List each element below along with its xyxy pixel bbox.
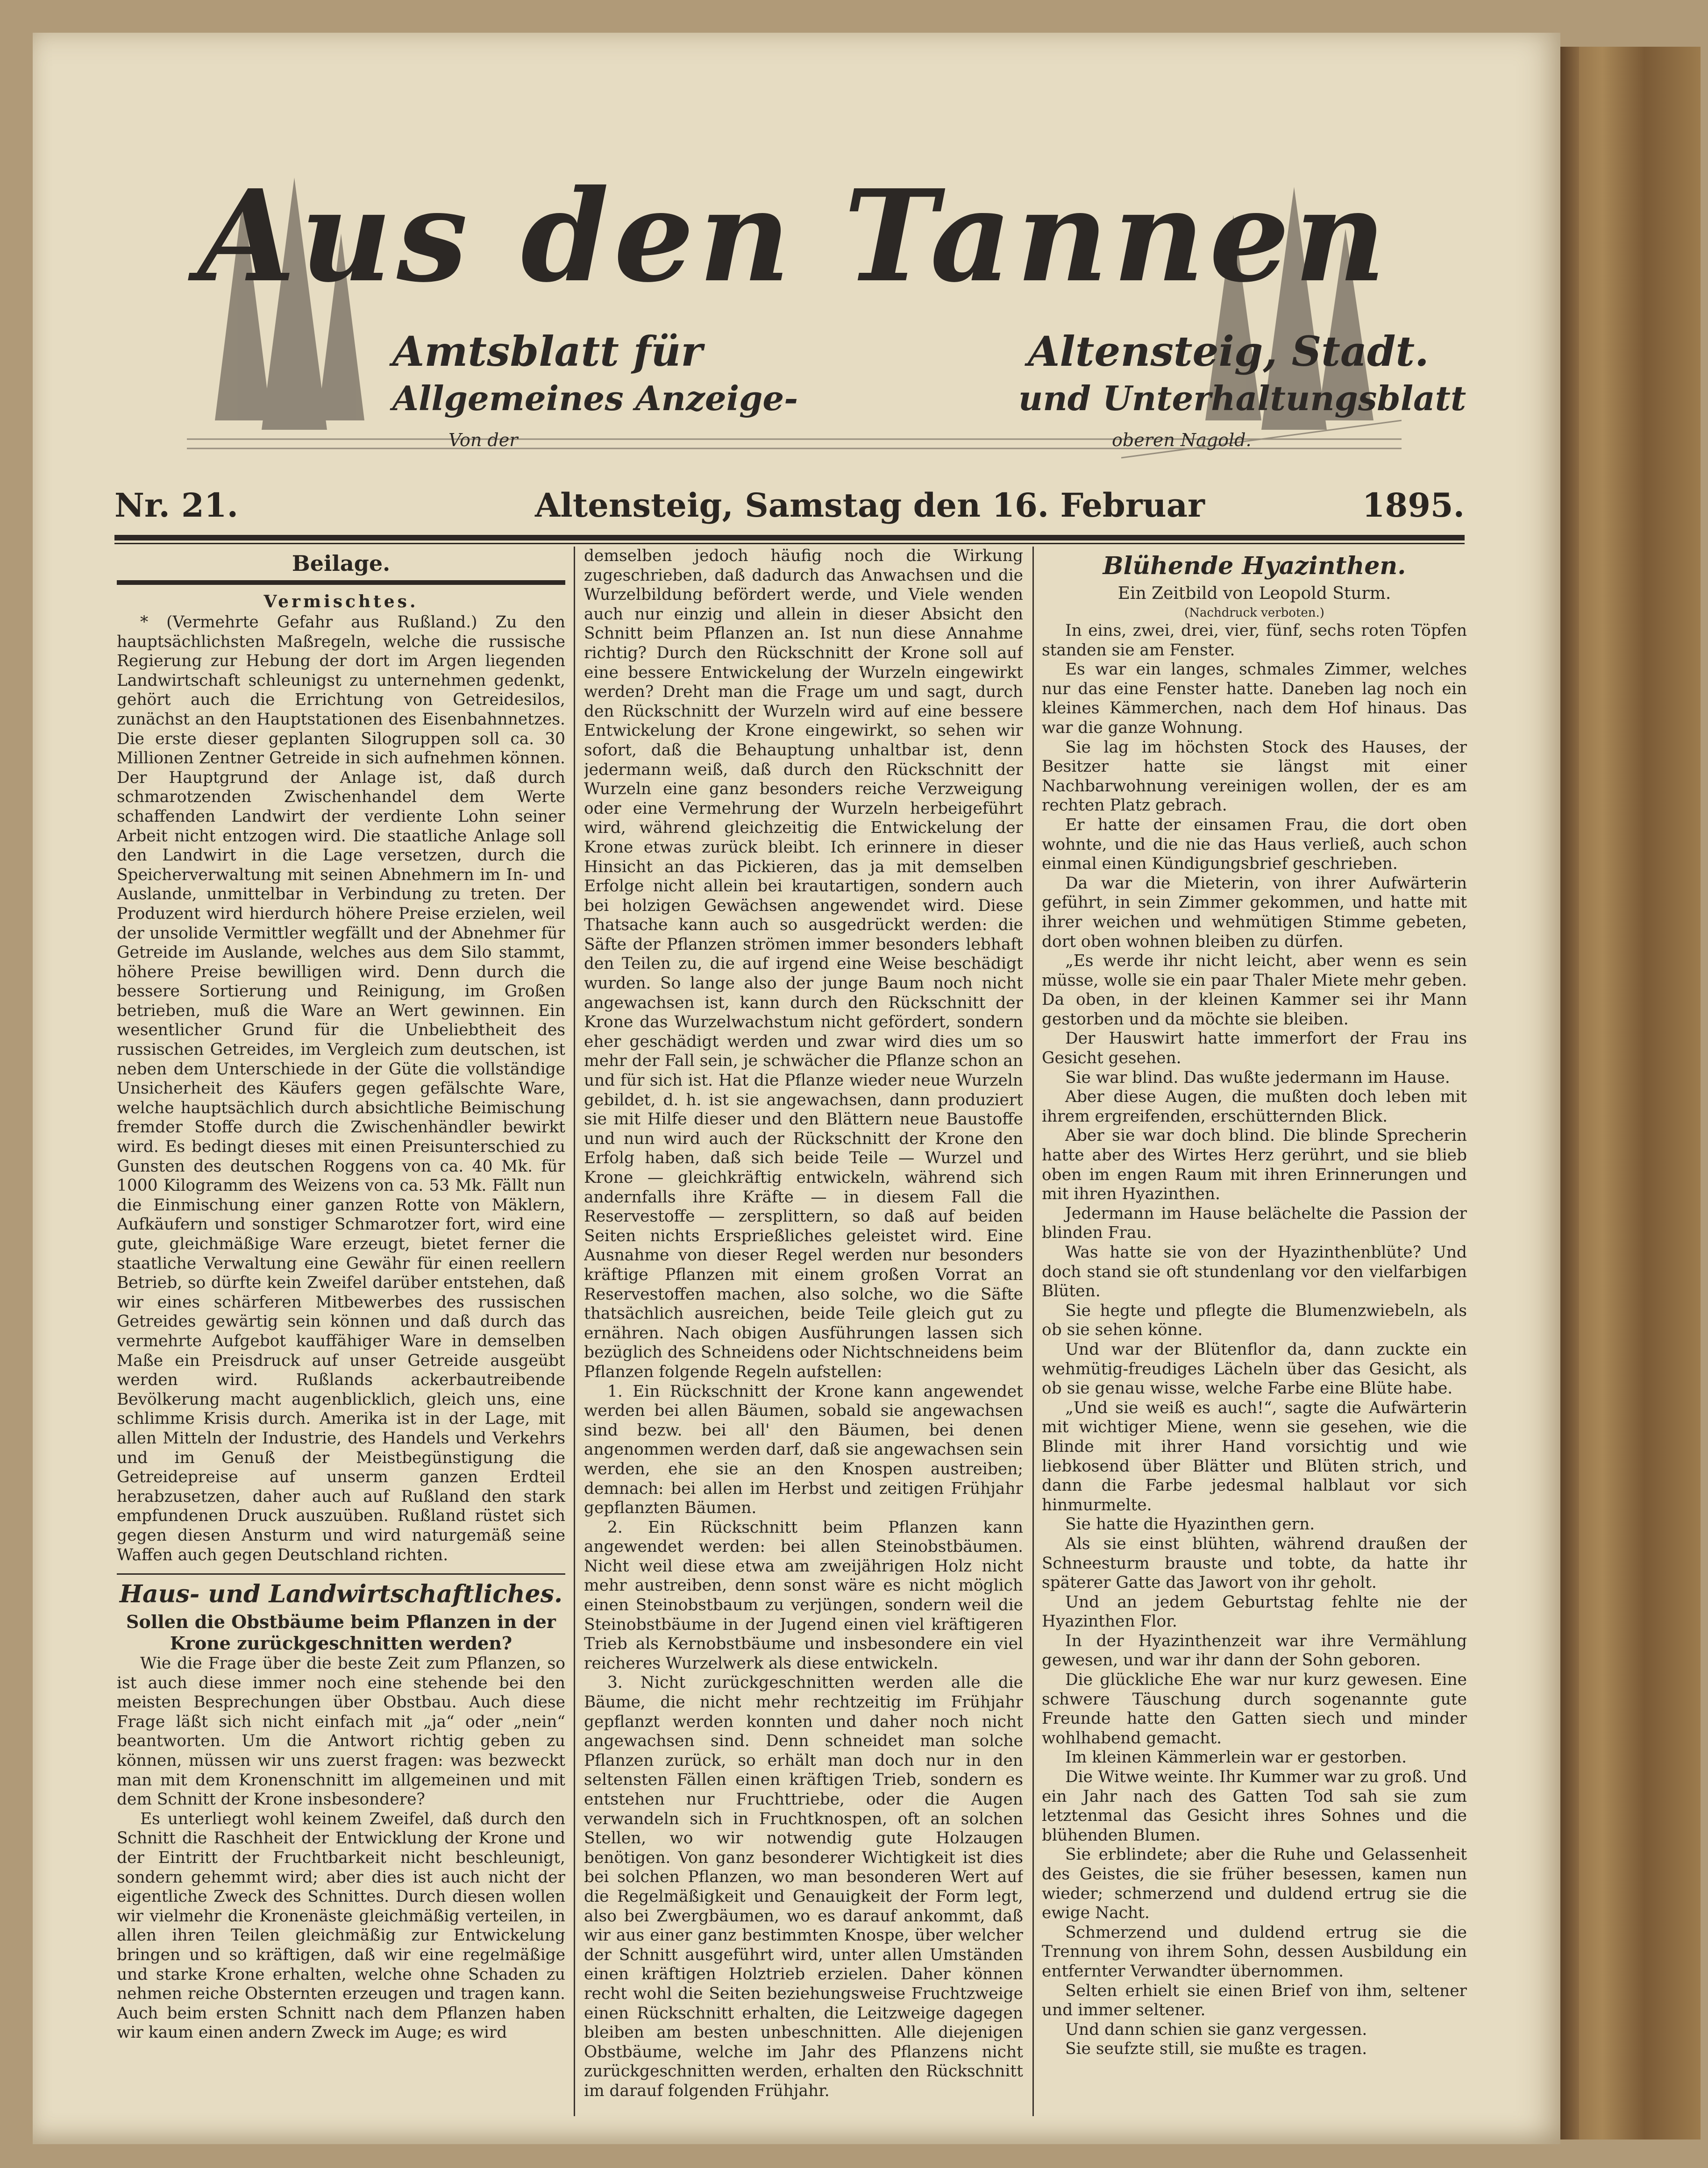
story-paragraph: Und an jedem Geburtstag fehlte nie der Hyazinthen Flor. bbox=[1042, 1592, 1467, 1631]
story-paragraph: Die Witwe weinte. Ihr Kummer war zu groß. Und ein Jahr nach des Gatten Tod sah sie zum letztenmal das Gesicht ihres Sohnes und die blühenden Blumen. bbox=[1042, 1768, 1467, 1845]
story-title: Blühende Hyazinthen. bbox=[1103, 552, 1406, 580]
story-paragraph: Selten erhielt sie einen Brief von ihm, seltener und immer seltener. bbox=[1042, 1981, 1467, 2020]
section-heading-vermischtes: Vermischtes. bbox=[263, 592, 419, 611]
story-paragraph: Sie lag im höchsten Stock des Hauses, der Besitzer hatte sie längst mit einer Nachbarwohnung vereinigen wollen, der es am rechten Platz gebrach. bbox=[1042, 738, 1467, 815]
article-paragraph: 2. Ein Rückschnitt beim Pflanzen kann angewendet werden: bei allen Steinobstbäumen. Nicht weil diese etwa am zweijährigen Holz nicht mehr austreiben, denn sonst wäre es nicht möglich einen Steinobstbaum zu verjüngen, sondern weil die Steinobstbäume in der Jugend einen viel kräftigeren Trieb als Kernobstbäume und insbesondere ein viel reicheres Wurzelwerk als diese entwickeln. bbox=[584, 1518, 1023, 1673]
masthead-line-town: Altensteig, Stadt. bbox=[1028, 327, 1429, 376]
story-paragraph: In eins, zwei, drei, vier, fünf, sechs roten Töpfen standen sie am Fenster. bbox=[1042, 621, 1467, 660]
story-paragraph: Aber sie war doch blind. Die blinde Sprecherin hatte aber des Wirtes Herz gerührt, und sie blieb oben im engen Raum mit ihren Erinnerungen und mit ihren Hyazinthen. bbox=[1042, 1126, 1467, 1204]
story-paragraph: Die glückliche Ehe war nur kurz gewesen. Eine schwere Täuschung durch sogenannte gute Freunde hatte den Gatten siech und minder wohlhabend gemacht. bbox=[1042, 1670, 1467, 1748]
masthead bbox=[187, 159, 1466, 462]
story-paragraph: Jedermann im Hause belächelte die Passion der blinden Frau. bbox=[1042, 1204, 1467, 1243]
header-rule bbox=[114, 535, 1465, 540]
story-paragraph: Und war der Blütenflor da, dann zuckte ein wehmütig-freudiges Lächeln über das Gesicht, als ob sie genau wisse, welche Farbe eine Blüte habe. bbox=[1042, 1340, 1467, 1398]
article-paragraph: 3. Nicht zurückgeschnitten werden alle die Bäume, die nicht mehr rechtzeitig im Frühjahr gepflanzt werden konnten und daher noch nicht angewachsen sind. Denn schneidet man solche Pflanzen zurück, so erhält man doch nur in den seltensten Fällen einen kräftigen Trieb, sondern es entstehen nur Fruchttriebe, oder die Augen verwandeln sich in Fruchtknospen, oft an solchen Stellen, wo wir notwendig gute Holzaugen benötigen. Von ganz besonderer Wichtigkeit ist dies bei solchen Pflanzen, wo man besonderen Wert auf die Regelmäßigkeit und Genauigkeit der Form legt, also bei Zwergbäumen, wo es darauf ankommt, daß wir aus einer ganz bestimmten Knospe, über welcher der Schnitt ausgeführt wird, unter allen Umständen einen kräftigen Holztrieb erzielen. Daher können recht wohl die Seiten beziehungsweise Fruchtzweige einen Rückschnitt erhalten, die Leitzweige dagegen bleiben am besten unbeschnitten. Alle diejenigen Obstbäume, welche im Jahr des Pflanzens nicht zurückgeschnitten werden, erhalten den Rückschnitt im darauf folgenden Frühjahr. bbox=[584, 1673, 1023, 2100]
story-paragraph: Und dann schien sie ganz vergessen. bbox=[1065, 2020, 1367, 2039]
article-paragraph: 1. Ein Rückschnitt der Krone kann angewendet werden bei allen Bäumen, sobald sie angewachsen sind bezw. bei all' den Bäumen, bei denen angenommen werden darf, daß sie angewachsen sein werden, ehe sie an den Knospen austreiben; demnach: bei allen im Herbst und zeitigen Frühjahr gepflanzten Bäumen. bbox=[584, 1382, 1023, 1518]
newspaper-page bbox=[33, 33, 1560, 2144]
story-paragraph: Sie erblindete; aber die Ruhe und Gelassenheit des Geistes, die sie früher besessen, kamen nun wieder; schmerzend und duldend ertrug sie die ewige Nacht. bbox=[1042, 1845, 1467, 1923]
story-paragraph: Sie hegte und pflegte die Blumenzwiebeln, als ob sie sehen könne. bbox=[1042, 1301, 1467, 1340]
story-paragraph: Sie war blind. Das wußte jedermann im Hause. bbox=[1065, 1068, 1450, 1087]
story-paragraph: „Es werde ihr nicht leicht, aber wenn es sein müsse, wolle sie ein paar Thaler Miete mehr geben. Da oben, in der kleinen Kammer sei ihr Mann gestorben und da möchte sie bleiben. bbox=[1042, 952, 1467, 1029]
article-paragraph: Wie die Frage über die beste Zeit zum Pflanzen, so ist auch diese immer noch eine stehende bei den meisten Besprechungen über Obstbau. Auch diese Frage läßt sich nicht einfach mit „ja“ oder „nein“ beantworten. Um die Antwort richtig geben zu können, müssen wir uns zuerst fragen: was bezweckt man mit dem Kronenschnitt im allgemeinen und mit dem Schnitt der Krone insbesondere? bbox=[117, 1654, 565, 1809]
story-paragraph: „Und sie weiß es auch!“, sagte die Aufwärterin mit wichtiger Miene, wenn sie gesehen, wie die Blinde mit ihrer Hand vorsichtig und wie liebkosend über Blätter und Blüten strich, und dann die Farbe jedesmal halblaut vor sich hinmurmelte. bbox=[1042, 1398, 1467, 1514]
story-paragraph: Sie seufzte still, sie mußte es tragen. bbox=[1065, 2040, 1367, 2059]
masthead-line-nagold: oberen Nagold. bbox=[1112, 430, 1252, 450]
story-byline: Ein Zeitbild von Leopold Sturm. bbox=[1117, 584, 1391, 603]
column-2 bbox=[584, 547, 1023, 2116]
dateline bbox=[114, 486, 1465, 533]
masthead-line-von-der: Von der bbox=[448, 430, 518, 450]
section-heading-beilage: Beilage. bbox=[292, 551, 391, 576]
masthead-line-anzeige: Allgemeines Anzeige- bbox=[392, 378, 798, 418]
masthead-line-amtsblatt: Amtsblatt für bbox=[392, 327, 703, 376]
story-paragraph: Der Hauswirt hatte immerfort der Frau ins Gesicht gesehen. bbox=[1042, 1029, 1467, 1068]
column-3 bbox=[1042, 547, 1467, 2116]
column-1 bbox=[117, 547, 565, 2116]
book-binding bbox=[1560, 47, 1701, 2140]
story-paragraph: Im kleinen Kämmerlein war er gestorben. bbox=[1065, 1748, 1407, 1767]
masthead-line-unterhaltung: und Unterhaltungsblatt bbox=[1018, 378, 1466, 418]
article-paragraph: Es unterliegt wohl keinem Zweifel, daß durch den Schnitt die Raschheit der Entwicklung der Krone und der Eintritt der Fruchtbarkeit nicht beschleunigt, sondern gehemmt wird; aber dies ist auch nicht der eigentliche Zweck des Schnittes. Durch diesen wollen wir vielmehr die Kronenäste gleichmäßig verteilen, in allen ihren Teilen gleichmäßig zur Entwickelung bringen und so kräftigen, daß wir eine regelmäßige und starke Krone erhalten, welche ohne Schaden zu nehmen reiche Obsternten erzeugen und tragen kann. Auch beim ersten Schnitt nach dem Pflanzen haben wir kaum einen andern Zweck im Auge; es wird bbox=[117, 1809, 565, 2042]
story-paragraph: Er hatte der einsamen Frau, die dort oben wohnte, und die nie das Haus verließ, auch schon einmal einen Kündigungsbrief geschrieben. bbox=[1042, 815, 1467, 874]
story-paragraph: Aber diese Augen, die mußten doch leben mit ihrem ergreifenden, erschütternden Blick. bbox=[1042, 1088, 1467, 1126]
story-paragraph: Da war die Mieterin, von ihrer Aufwärterin geführt, in sein Zimmer gekommen, und hatte mit ihrer weichen und wehmütigen Stimme gebeten, dort oben wohnen bleiben zu dürfen. bbox=[1042, 874, 1467, 951]
section-rule bbox=[117, 1573, 565, 1575]
issue-year: 1895. bbox=[1362, 486, 1465, 525]
section-rule bbox=[117, 580, 565, 585]
issue-number: Nr. 21. bbox=[114, 486, 238, 525]
story-paragraph: Als sie einst blühten, während draußen der Schneesturm brauste und tobte, da hatte ihr späterer Gatte das Jawort von ihr geholt. bbox=[1042, 1534, 1467, 1592]
column-separator bbox=[1032, 547, 1034, 2116]
section-heading-haus: Haus- und Landwirtschaftliches. bbox=[119, 1580, 563, 1609]
header-rule-thin bbox=[114, 543, 1465, 544]
story-paragraph: Was hatte sie von der Hyazinthenblüte? Und doch stand sie oft stundenlang vor den vielfarbigen Blüten. bbox=[1042, 1243, 1467, 1301]
article-paragraph: demselben jedoch häufig noch die Wirkung zugeschrieben, daß dadurch das Anwachsen und die Wurzelbildung befördert werde, und Viele wenden auch nur einzig und allein in dieser Absicht den Schnitt beim Pflanzen an. Ist nun diese Annahme richtig? Durch den Rückschnitt der Krone soll auf eine bessere Entwickelung der Wurzeln eingewirkt werden? Dreht man die Frage um und sagt, durch den Rückschnitt der Wurzeln wird auf eine bessere Entwickelung der Krone eingewirkt, so sehen wir sofort, daß die Behauptung unhaltbar ist, denn jedermann weiß, daß durch den Rückschnitt der Wurzeln eine ganz besonders reiche Verzweigung oder eine Vermehrung der Wurzeln herbeigeführt wird, während gleichzeitig die Entwickelung der Krone etwas zurück bleibt. Ich erinnere in dieser Hinsicht an das Pickieren, das ja mit demselben Erfolge nicht allein bei krautartigen, sondern auch bei holzigen Gewächsen angewendet wird. Diese Thatsache kann auch so ausgedrückt werden: die Säfte der Pflanzen strömen immer besonders lebhaft den Teilen zu, die auf irgend eine Weise beschädigt wurden. So lange also der junge Baum noch nicht angewachsen ist, kann durch den Rückschnitt der Krone das Wurzelwachstum nicht gefördert, sondern eher geschädigt werden und zwar wird dies um so mehr der Fall sein, je schwächer die Pflanze schon an und für sich ist. Hat die Pflanze wieder neue Wurzeln gebildet, d. h. ist sie angewachsen, dann produziert sie mit Hilfe dieser und den Blättern neue Baustoffe und nun wird auch der Rückschnitt der Krone den Erfolg haben, daß sich beide Teile — Wurzel und Krone — gleichkräftig entwickeln, während sich andernfalls ihre Kräfte — in diesem Fall die Reservestoffe — zersplittern, so daß auf beiden Seiten nichts Ersprießliches geleistet wird. Eine Ausnahme von dieser Regel werden nur besonders kräftige Pflanzen mit einem großen Vorrat an Reservestoffen machen, also solche, wo die Säfte thatsächlich ausreichen, beide Teile gleich gut zu ernähren. Nach obigen Ausführungen lassen sich bezüglich des Schneidens oder Nichtschneidens beim Pflanzen folgende Regeln aufstellen: bbox=[584, 547, 1023, 1381]
article-headline: Sollen die Obstbäume beim Pflanzen in der Krone zurückgeschnitten werden? bbox=[126, 1611, 556, 1654]
story-paragraph: Sie hatte die Hyazinthen gern. bbox=[1065, 1515, 1315, 1534]
reprint-note: (Nachdruck verboten.) bbox=[1184, 606, 1324, 620]
masthead-title: Aus den Tannen bbox=[198, 162, 1391, 310]
article-paragraph: * (Vermehrte Gefahr aus Rußland.) Zu den hauptsächlichsten Maßregeln, welche die russische Regierung zur Hebung der dort im Argen liegenden Landwirtschaft schleunigst zu unternehmen gedenkt, gehört auch die Errichtung von Getreidesilos, zunächst an den Hauptstationen des Eisenbahnnetzes. Die erste dieser geplanten Silogruppen soll ca. 30 Millionen Zentner Getreide in sich aufnehmen können. Der Hauptgrund der Anlage ist, daß durch schmarotzenden Zwischenhandel dem Werte schaffenden Landwirt der verdiente Lohn seiner Arbeit nicht entzogen wird. Die staatliche Anlage soll den Landwirt in die Lage versetzen, durch die Speicherverwaltung mit seinen Abnehmern im In- und Auslande, unmittelbar in Verbindung zu treten. Der Produzent wird hierdurch höhere Preise erzielen, weil der unsolide Vermittler wegfällt und der Abnehmer für Getreide im Auslande, welches aus dem Silo stammt, höhere Preise bewilligen wird. Denn durch die bessere Sortierung und Reinigung, im Großen betrieben, muß die Ware an Wert gewinnen. Ein wesentlicher Grund für die Unbeliebtheit des russischen Getreides, im Vergleich zum deutschen, ist neben dem Unterschiede in der Güte die vollständige Unsicherheit des Käufers gegen gefälschte Ware, welche hauptsächlich durch absichtliche Beimischung fremder Stoffe durch die Zwischenhändler bewirkt wird. Es bedingt dieses mit einen Preisunterschied zu Gunsten des deutschen Roggens von ca. 40 Mk. für 1000 Kilogramm des Weizens von ca. 53 Mk. Fällt nun die Einmischung einer ganzen Rotte von Mäklern, Aufkäufern und sonstiger Schmarotzer fort, wird eine gute, gleichmäßige Ware erzeugt, bietet ferner die staatliche Verwaltung eine Gewähr für einen reellern Betrieb, so dürfte kein Zweifel darüber entstehen, daß wir eines schärferen Mitbewerbes des russischen Getreides gewärtig sein können und daß durch das vermehrte Aufgebot kauffähiger Ware in demselben Maße ein Preisdruck auf unser Getreide ausgeübt werden wird. Rußlands ackerbautreibende Bevölkerung macht augenblicklich, gleich uns, eine schlimme Krisis durch. Amerika ist in der Lage, mit allen Mitteln der Industrie, des Handels und Verkehrs und im Genuß der Meistbegünstigung die Getreidepreise auf unserm ganzen Erdteil herabzusetzen, daher auch auf Rußland den stark empfundenen Druck auszuüben. Rußland rüstet sich gegen diesen Ansturm und wird naturgemäß seine Waffen auch gegen Deutschland richten. bbox=[117, 613, 565, 1564]
binding-edge bbox=[1560, 47, 1579, 2140]
story-paragraph: In der Hyazinthenzeit war ihre Vermählung gewesen, und war ihr dann der Sohn geboren. bbox=[1042, 1631, 1467, 1670]
place-and-date: Altensteig, Samstag den 16. Februar bbox=[535, 486, 1205, 525]
story-paragraph: Schmerzend und duldend ertrug sie die Trennung von ihrem Sohn, dessen Ausbildung ein entfernter Verwandter übernommen. bbox=[1042, 1923, 1467, 1981]
column-separator bbox=[574, 547, 575, 2116]
story-paragraph: Es war ein langes, schmales Zimmer, welches nur das eine Fenster hatte. Daneben lag noch ein kleines Kämmerchen, nach dem Hof hinaus. Das war die ganze Wohnung. bbox=[1042, 660, 1467, 737]
